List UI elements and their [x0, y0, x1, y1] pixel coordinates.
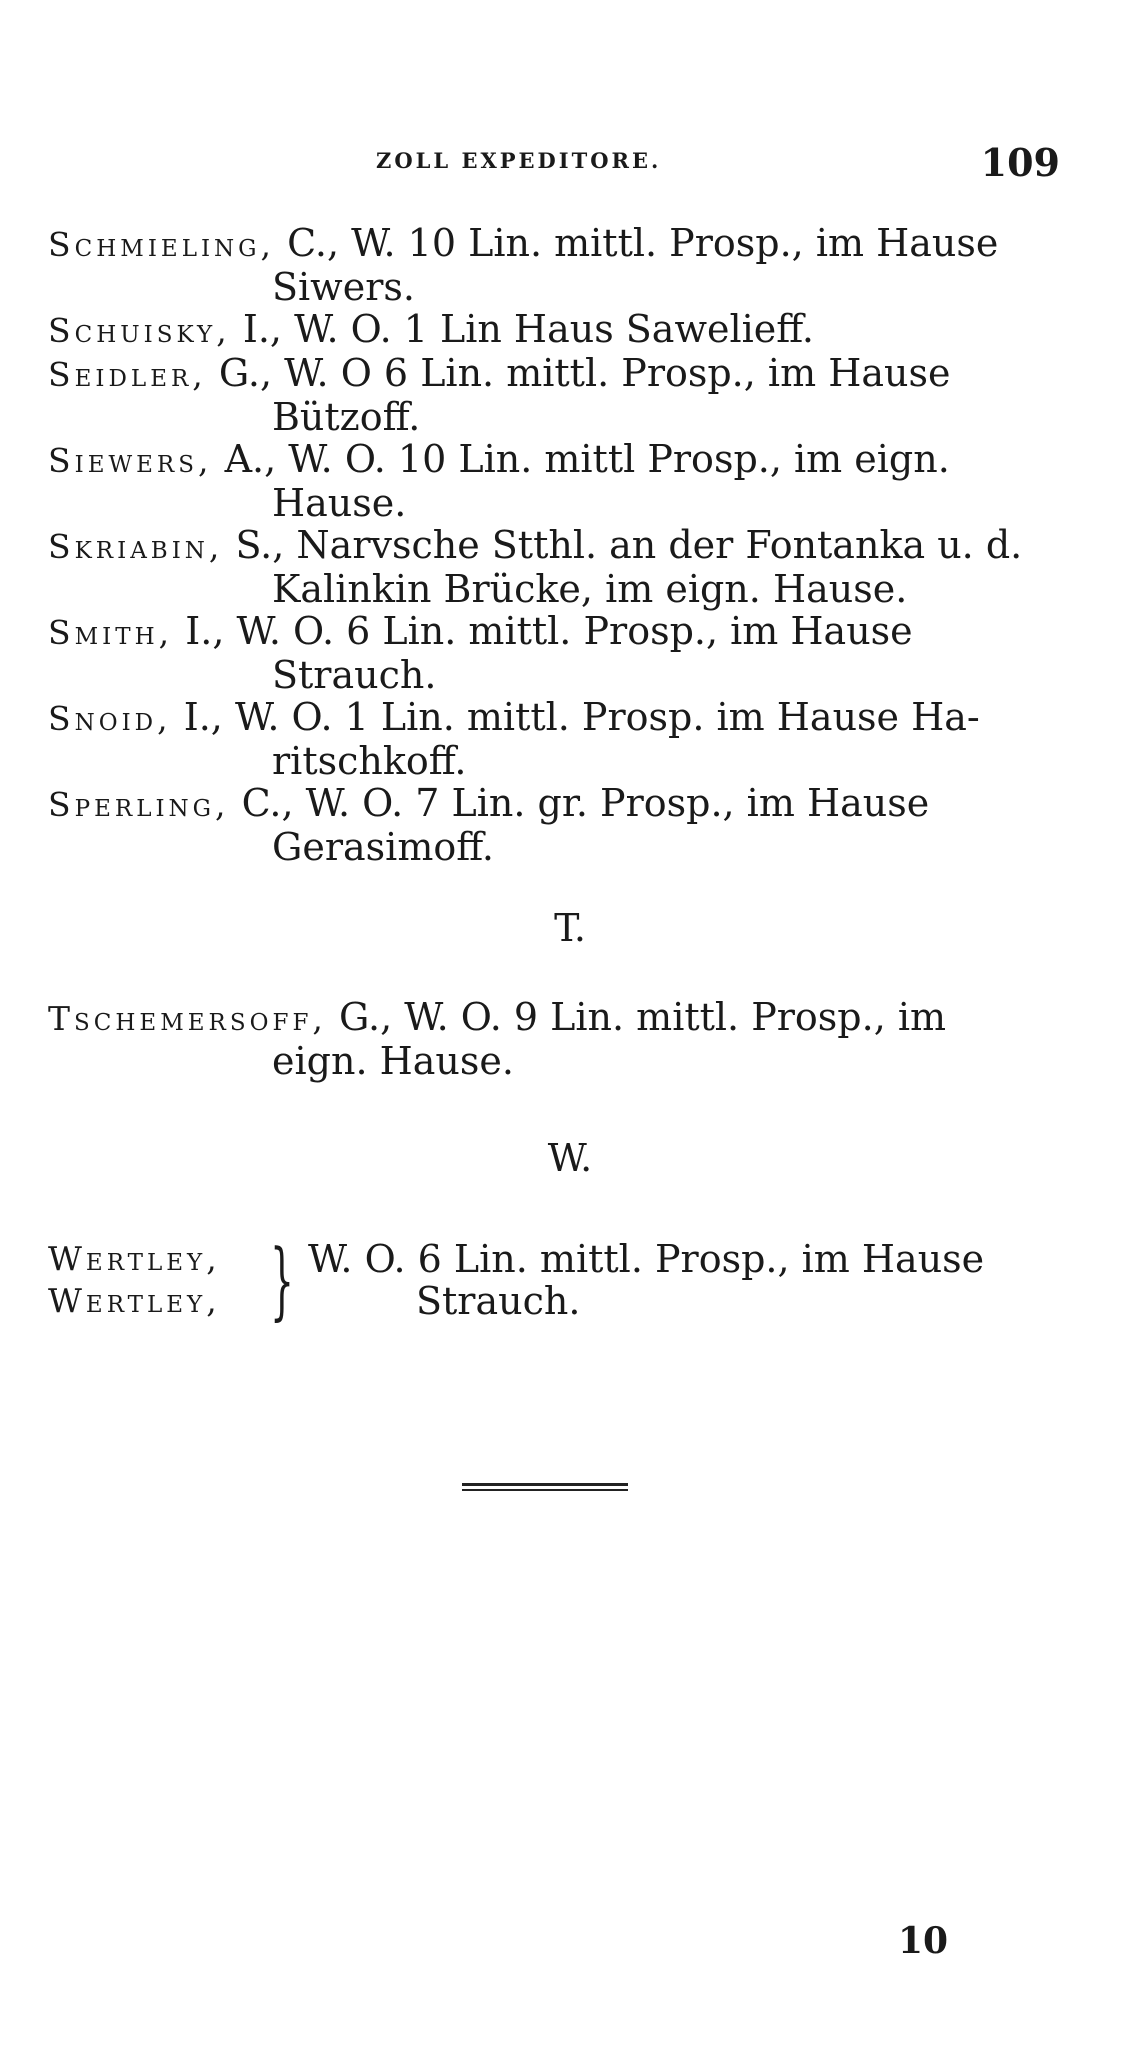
- entry-name: Tschemersoff,: [48, 999, 327, 1038]
- entry-text: C., W. 10 Lin. mittl. Prosp., im Hause: [287, 221, 999, 265]
- directory-entry: [48, 438, 1063, 524]
- entry-continuation: ritschkoff.: [272, 739, 467, 783]
- directory-entry: [48, 696, 1063, 782]
- entry-list: [48, 222, 1063, 868]
- entry-continuation: Gerasimoff.: [272, 825, 494, 869]
- entry-name: Wertley,: [48, 1239, 221, 1278]
- entry-continuation: Siwers.: [272, 265, 415, 309]
- entry-text: G., W. O 6 Lin. mittl. Prosp., im Hause: [218, 351, 951, 395]
- section-heading-w: W.: [547, 1136, 593, 1180]
- entry-text: C., W. O. 7 Lin. gr. Prosp., im Hause: [241, 781, 930, 825]
- entry-continuation: Hause.: [272, 481, 407, 525]
- section-heading-t: T.: [554, 906, 586, 950]
- entry-name: Siewers,: [48, 441, 213, 480]
- entry-text: I., W. O. 1 Lin. mittl. Prosp. im Hause Ha-: [183, 695, 980, 739]
- directory-entry: [48, 352, 1063, 438]
- signature-mark: 10: [898, 1920, 949, 1962]
- entry-text: W. O. 6 Lin. mittl. Prosp., im Hause: [308, 1237, 985, 1281]
- entry-name: Schmieling,: [48, 225, 276, 264]
- directory-entry: [48, 222, 1063, 308]
- directory-entry: [48, 782, 1063, 868]
- bracketed-names: [48, 1238, 288, 1322]
- entry-name: Sperling,: [48, 785, 230, 824]
- page-number: 109: [980, 140, 1060, 185]
- entry-continuation: Strauch.: [416, 1279, 581, 1323]
- end-divider: [462, 1483, 628, 1494]
- directory-entry: [48, 524, 1063, 610]
- directory-entry: [48, 308, 1063, 352]
- entry-text: I., W. O. 1 Lin Haus Sawelieff.: [242, 307, 814, 351]
- entry-continuation: Kalinkin Brücke, im eign. Hause.: [272, 567, 908, 611]
- entry-name: Seidler,: [48, 355, 207, 394]
- entry-name: Snoid,: [48, 699, 172, 738]
- entry-text: I., W. O. 6 Lin. mittl. Prosp., im Hause: [185, 609, 913, 653]
- directory-entry: [48, 610, 1063, 696]
- entry-name: Smith,: [48, 613, 174, 652]
- entry-continuation: Bützoff.: [272, 395, 421, 439]
- entry-text: G., W. O. 9 Lin. mittl. Prosp., im: [338, 995, 947, 1039]
- running-header: ZOLL EXPEDITORE.: [376, 148, 662, 173]
- entry-name: Schuisky,: [48, 311, 231, 350]
- section-t-entries: [48, 996, 1063, 1082]
- entry-name: Skriabin,: [48, 527, 224, 566]
- entry-continuation: eign. Hause.: [272, 1039, 514, 1083]
- directory-entry: [48, 996, 1063, 1082]
- entry-text: A., W. O. 10 Lin. mittl Prosp., im eign.: [224, 437, 950, 481]
- brace-icon: }: [270, 1231, 295, 1329]
- entry-text: S., Narvsche Stthl. an der Fontanka u. d.: [235, 523, 1023, 567]
- entry-continuation: Strauch.: [272, 653, 437, 697]
- entry-name: Wertley,: [48, 1281, 221, 1320]
